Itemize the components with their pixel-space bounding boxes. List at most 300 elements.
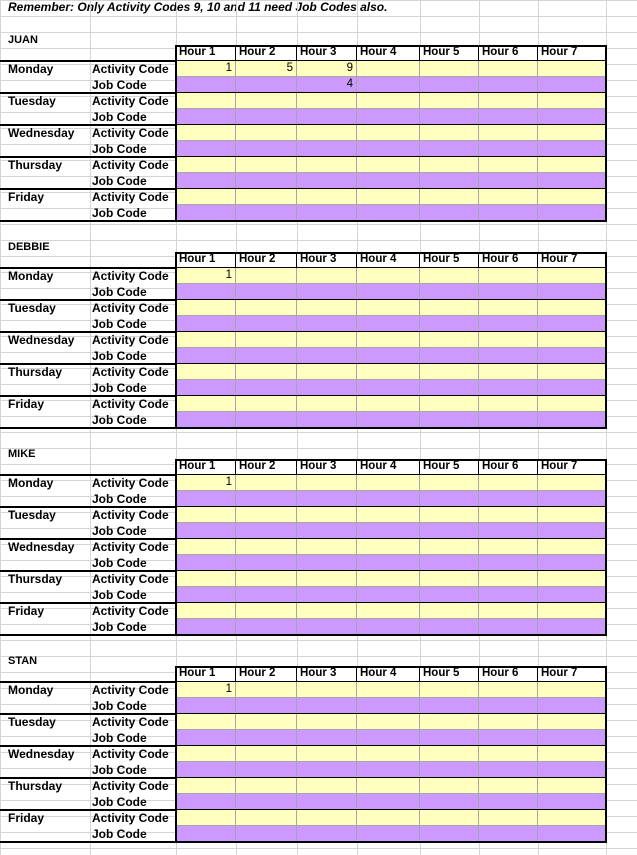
job-code-cell[interactable] <box>357 762 420 778</box>
hour-header[interactable]: Hour 3 <box>297 666 357 682</box>
activity-code-cell[interactable] <box>538 300 606 316</box>
hour-header[interactable]: Hour 1 <box>176 252 236 268</box>
activity-code-cell[interactable] <box>538 364 606 380</box>
job-code-cell[interactable] <box>236 555 297 571</box>
job-code-cell[interactable] <box>357 205 420 221</box>
job-code-cell[interactable] <box>357 619 420 635</box>
activity-code-cell[interactable] <box>420 603 479 619</box>
activity-code-cell[interactable] <box>420 189 479 205</box>
activity-code-cell[interactable] <box>297 189 357 205</box>
job-code-cell[interactable] <box>176 794 236 810</box>
activity-code-cell[interactable] <box>176 189 236 205</box>
job-code-cell[interactable] <box>176 555 236 571</box>
job-code-cell[interactable] <box>297 284 357 300</box>
activity-code-cell[interactable] <box>236 268 297 284</box>
hour-header[interactable]: Hour 7 <box>538 252 606 268</box>
job-code-cell[interactable] <box>479 316 538 332</box>
activity-code-cell[interactable] <box>357 507 420 523</box>
hour-header[interactable]: Hour 3 <box>297 45 357 61</box>
job-code-cell[interactable] <box>236 762 297 778</box>
job-code-cell[interactable] <box>538 141 606 157</box>
job-code-cell[interactable] <box>479 348 538 364</box>
job-code-cell[interactable] <box>479 77 538 93</box>
job-code-cell[interactable] <box>297 109 357 125</box>
hour-header[interactable]: Hour 6 <box>479 459 538 475</box>
job-code-cell[interactable] <box>420 380 479 396</box>
job-code-cell[interactable] <box>176 205 236 221</box>
job-code-cell[interactable] <box>420 730 479 746</box>
activity-code-cell[interactable] <box>479 539 538 555</box>
job-code-cell[interactable] <box>236 205 297 221</box>
job-code-cell[interactable] <box>538 205 606 221</box>
activity-code-cell[interactable] <box>176 157 236 173</box>
hour-header[interactable]: Hour 1 <box>176 666 236 682</box>
job-code-cell[interactable] <box>357 698 420 714</box>
activity-code-cell[interactable] <box>420 475 479 491</box>
activity-code-cell[interactable] <box>479 603 538 619</box>
job-code-cell[interactable] <box>420 77 479 93</box>
job-code-cell[interactable] <box>538 730 606 746</box>
job-code-cell[interactable] <box>479 730 538 746</box>
job-code-cell[interactable] <box>538 698 606 714</box>
job-code-cell[interactable] <box>479 412 538 428</box>
job-code-cell[interactable] <box>420 555 479 571</box>
activity-code-cell[interactable] <box>297 332 357 348</box>
activity-code-cell[interactable] <box>176 778 236 794</box>
job-code-cell[interactable] <box>479 173 538 189</box>
job-code-cell[interactable] <box>297 380 357 396</box>
activity-code-cell[interactable] <box>479 125 538 141</box>
activity-code-cell[interactable] <box>176 125 236 141</box>
job-code-cell[interactable] <box>479 205 538 221</box>
job-code-cell[interactable] <box>236 109 297 125</box>
hour-header[interactable]: Hour 2 <box>236 45 297 61</box>
activity-code-cell[interactable] <box>176 364 236 380</box>
activity-code-cell[interactable] <box>357 682 420 698</box>
job-code-cell[interactable] <box>297 794 357 810</box>
activity-code-cell[interactable] <box>479 364 538 380</box>
job-code-cell[interactable] <box>357 555 420 571</box>
activity-code-cell[interactable] <box>420 268 479 284</box>
activity-code-cell[interactable] <box>420 539 479 555</box>
activity-code-cell[interactable] <box>236 682 297 698</box>
activity-code-cell[interactable] <box>297 268 357 284</box>
activity-code-cell[interactable] <box>357 539 420 555</box>
job-code-cell[interactable] <box>236 794 297 810</box>
activity-code-cell[interactable] <box>297 810 357 826</box>
activity-code-cell[interactable] <box>176 396 236 412</box>
job-code-cell[interactable] <box>538 762 606 778</box>
hour-header[interactable]: Hour 1 <box>176 45 236 61</box>
job-code-cell[interactable] <box>479 491 538 507</box>
activity-code-cell[interactable] <box>538 746 606 762</box>
hour-header[interactable]: Hour 4 <box>357 45 420 61</box>
job-code-cell[interactable] <box>420 109 479 125</box>
activity-code-cell[interactable] <box>479 714 538 730</box>
hour-header[interactable]: Hour 4 <box>357 666 420 682</box>
job-code-cell[interactable] <box>538 523 606 539</box>
job-code-cell[interactable] <box>538 109 606 125</box>
job-code-cell[interactable] <box>297 587 357 603</box>
job-code-cell[interactable] <box>479 619 538 635</box>
activity-code-cell[interactable] <box>297 571 357 587</box>
activity-code-cell[interactable] <box>538 507 606 523</box>
activity-code-cell[interactable] <box>420 682 479 698</box>
job-code-cell[interactable] <box>176 284 236 300</box>
activity-code-cell[interactable] <box>479 682 538 698</box>
activity-code-cell[interactable] <box>297 93 357 109</box>
hour-header[interactable]: Hour 6 <box>479 45 538 61</box>
job-code-cell[interactable] <box>357 77 420 93</box>
activity-code-cell[interactable] <box>176 539 236 555</box>
job-code-cell[interactable] <box>420 491 479 507</box>
job-code-cell[interactable] <box>357 826 420 842</box>
activity-code-cell[interactable] <box>236 778 297 794</box>
activity-code-cell[interactable] <box>538 714 606 730</box>
hour-header[interactable]: Hour 2 <box>236 459 297 475</box>
job-code-cell[interactable] <box>357 523 420 539</box>
job-code-cell[interactable] <box>297 348 357 364</box>
activity-code-cell[interactable] <box>538 332 606 348</box>
activity-code-cell[interactable]: 1 <box>176 61 236 77</box>
activity-code-cell[interactable] <box>420 778 479 794</box>
activity-code-cell[interactable] <box>479 571 538 587</box>
job-code-cell[interactable] <box>297 141 357 157</box>
activity-code-cell[interactable] <box>420 125 479 141</box>
activity-code-cell[interactable] <box>479 746 538 762</box>
job-code-cell[interactable] <box>538 173 606 189</box>
job-code-cell[interactable] <box>357 587 420 603</box>
job-code-cell[interactable] <box>420 587 479 603</box>
activity-code-cell[interactable] <box>176 300 236 316</box>
hour-header[interactable]: Hour 6 <box>479 252 538 268</box>
job-code-cell[interactable] <box>236 173 297 189</box>
activity-code-cell[interactable] <box>538 475 606 491</box>
job-code-cell[interactable] <box>357 316 420 332</box>
activity-code-cell[interactable] <box>297 539 357 555</box>
hour-header[interactable]: Hour 3 <box>297 459 357 475</box>
activity-code-cell[interactable] <box>297 778 357 794</box>
job-code-cell[interactable] <box>420 348 479 364</box>
job-code-cell[interactable] <box>538 619 606 635</box>
activity-code-cell[interactable] <box>538 778 606 794</box>
activity-code-cell[interactable] <box>420 61 479 77</box>
activity-code-cell[interactable] <box>176 603 236 619</box>
job-code-cell[interactable] <box>357 109 420 125</box>
job-code-cell[interactable] <box>420 284 479 300</box>
activity-code-cell[interactable] <box>236 507 297 523</box>
activity-code-cell[interactable] <box>479 396 538 412</box>
activity-code-cell[interactable] <box>479 268 538 284</box>
activity-code-cell[interactable] <box>297 507 357 523</box>
job-code-cell[interactable] <box>479 794 538 810</box>
job-code-cell[interactable] <box>357 284 420 300</box>
activity-code-cell[interactable] <box>176 571 236 587</box>
activity-code-cell[interactable] <box>357 61 420 77</box>
activity-code-cell[interactable] <box>420 810 479 826</box>
job-code-cell[interactable] <box>420 698 479 714</box>
job-code-cell[interactable] <box>357 141 420 157</box>
activity-code-cell[interactable]: 1 <box>176 475 236 491</box>
job-code-cell[interactable] <box>538 555 606 571</box>
activity-code-cell[interactable] <box>297 300 357 316</box>
job-code-cell[interactable] <box>479 141 538 157</box>
job-code-cell[interactable] <box>297 762 357 778</box>
job-code-cell[interactable] <box>479 587 538 603</box>
activity-code-cell[interactable] <box>236 571 297 587</box>
job-code-cell[interactable] <box>420 141 479 157</box>
activity-code-cell[interactable] <box>538 93 606 109</box>
activity-code-cell[interactable] <box>538 189 606 205</box>
activity-code-cell[interactable] <box>357 778 420 794</box>
activity-code-cell[interactable] <box>236 396 297 412</box>
activity-code-cell[interactable] <box>357 475 420 491</box>
activity-code-cell[interactable] <box>538 539 606 555</box>
activity-code-cell[interactable] <box>236 332 297 348</box>
job-code-cell[interactable] <box>176 826 236 842</box>
job-code-cell[interactable] <box>176 348 236 364</box>
activity-code-cell[interactable] <box>357 603 420 619</box>
activity-code-cell[interactable] <box>420 93 479 109</box>
job-code-cell[interactable] <box>420 523 479 539</box>
activity-code-cell[interactable] <box>357 157 420 173</box>
activity-code-cell[interactable] <box>297 157 357 173</box>
job-code-cell[interactable] <box>297 316 357 332</box>
activity-code-cell[interactable] <box>176 810 236 826</box>
activity-code-cell[interactable] <box>297 475 357 491</box>
activity-code-cell[interactable] <box>176 746 236 762</box>
job-code-cell[interactable] <box>420 826 479 842</box>
activity-code-cell[interactable] <box>538 571 606 587</box>
job-code-cell[interactable] <box>236 380 297 396</box>
activity-code-cell[interactable] <box>176 332 236 348</box>
job-code-cell[interactable] <box>420 316 479 332</box>
activity-code-cell[interactable] <box>236 714 297 730</box>
activity-code-cell[interactable] <box>357 125 420 141</box>
hour-header[interactable]: Hour 5 <box>420 252 479 268</box>
job-code-cell[interactable] <box>357 380 420 396</box>
activity-code-cell[interactable] <box>236 746 297 762</box>
job-code-cell[interactable] <box>236 284 297 300</box>
job-code-cell[interactable] <box>538 794 606 810</box>
activity-code-cell[interactable] <box>420 714 479 730</box>
activity-code-cell[interactable] <box>236 189 297 205</box>
hour-header[interactable]: Hour 4 <box>357 459 420 475</box>
hour-header[interactable]: Hour 2 <box>236 666 297 682</box>
activity-code-cell[interactable] <box>479 778 538 794</box>
job-code-cell[interactable] <box>538 77 606 93</box>
hour-header[interactable]: Hour 4 <box>357 252 420 268</box>
job-code-cell[interactable] <box>420 762 479 778</box>
activity-code-cell[interactable] <box>236 810 297 826</box>
hour-header[interactable]: Hour 5 <box>420 666 479 682</box>
activity-code-cell[interactable]: 1 <box>176 682 236 698</box>
activity-code-cell[interactable] <box>420 332 479 348</box>
job-code-cell[interactable]: 4 <box>297 77 357 93</box>
activity-code-cell[interactable] <box>479 810 538 826</box>
job-code-cell[interactable] <box>236 523 297 539</box>
job-code-cell[interactable] <box>176 173 236 189</box>
activity-code-cell[interactable] <box>297 125 357 141</box>
job-code-cell[interactable] <box>297 826 357 842</box>
hour-header[interactable]: Hour 5 <box>420 459 479 475</box>
job-code-cell[interactable] <box>236 77 297 93</box>
job-code-cell[interactable] <box>297 619 357 635</box>
hour-header[interactable]: Hour 7 <box>538 45 606 61</box>
activity-code-cell[interactable] <box>479 93 538 109</box>
activity-code-cell[interactable] <box>479 332 538 348</box>
activity-code-cell[interactable] <box>538 603 606 619</box>
job-code-cell[interactable] <box>236 698 297 714</box>
job-code-cell[interactable] <box>479 109 538 125</box>
job-code-cell[interactable] <box>297 730 357 746</box>
activity-code-cell[interactable] <box>297 746 357 762</box>
job-code-cell[interactable] <box>297 491 357 507</box>
job-code-cell[interactable] <box>538 826 606 842</box>
job-code-cell[interactable] <box>420 205 479 221</box>
job-code-cell[interactable] <box>479 555 538 571</box>
job-code-cell[interactable] <box>479 380 538 396</box>
job-code-cell[interactable] <box>297 412 357 428</box>
activity-code-cell[interactable] <box>297 682 357 698</box>
activity-code-cell[interactable] <box>297 714 357 730</box>
activity-code-cell[interactable] <box>176 714 236 730</box>
activity-code-cell[interactable] <box>297 364 357 380</box>
activity-code-cell[interactable] <box>420 396 479 412</box>
activity-code-cell[interactable] <box>538 268 606 284</box>
hour-header[interactable]: Hour 2 <box>236 252 297 268</box>
job-code-cell[interactable] <box>236 316 297 332</box>
job-code-cell[interactable] <box>297 555 357 571</box>
job-code-cell[interactable] <box>236 587 297 603</box>
hour-header[interactable]: Hour 7 <box>538 459 606 475</box>
job-code-cell[interactable] <box>357 412 420 428</box>
activity-code-cell[interactable] <box>538 810 606 826</box>
activity-code-cell[interactable] <box>357 332 420 348</box>
activity-code-cell[interactable] <box>236 157 297 173</box>
job-code-cell[interactable] <box>420 173 479 189</box>
activity-code-cell[interactable] <box>357 364 420 380</box>
activity-code-cell[interactable] <box>236 300 297 316</box>
job-code-cell[interactable] <box>538 587 606 603</box>
activity-code-cell[interactable] <box>479 300 538 316</box>
activity-code-cell[interactable] <box>357 714 420 730</box>
job-code-cell[interactable] <box>297 523 357 539</box>
job-code-cell[interactable] <box>357 173 420 189</box>
activity-code-cell[interactable] <box>357 810 420 826</box>
activity-code-cell[interactable] <box>297 396 357 412</box>
job-code-cell[interactable] <box>176 698 236 714</box>
activity-code-cell[interactable] <box>236 93 297 109</box>
job-code-cell[interactable] <box>479 698 538 714</box>
hour-header[interactable]: Hour 7 <box>538 666 606 682</box>
activity-code-cell[interactable]: 1 <box>176 268 236 284</box>
activity-code-cell[interactable] <box>357 300 420 316</box>
job-code-cell[interactable] <box>357 491 420 507</box>
activity-code-cell[interactable] <box>538 682 606 698</box>
job-code-cell[interactable] <box>176 412 236 428</box>
activity-code-cell[interactable] <box>236 539 297 555</box>
hour-header[interactable]: Hour 1 <box>176 459 236 475</box>
job-code-cell[interactable] <box>236 619 297 635</box>
job-code-cell[interactable] <box>357 348 420 364</box>
job-code-cell[interactable] <box>176 523 236 539</box>
job-code-cell[interactable] <box>479 523 538 539</box>
job-code-cell[interactable] <box>538 316 606 332</box>
activity-code-cell[interactable] <box>357 93 420 109</box>
job-code-cell[interactable] <box>176 619 236 635</box>
job-code-cell[interactable] <box>538 380 606 396</box>
activity-code-cell[interactable]: 5 <box>236 61 297 77</box>
activity-code-cell[interactable] <box>479 507 538 523</box>
job-code-cell[interactable] <box>176 491 236 507</box>
activity-code-cell[interactable] <box>357 268 420 284</box>
activity-code-cell[interactable] <box>420 157 479 173</box>
activity-code-cell[interactable] <box>479 61 538 77</box>
activity-code-cell[interactable] <box>357 189 420 205</box>
job-code-cell[interactable] <box>357 730 420 746</box>
job-code-cell[interactable] <box>479 826 538 842</box>
job-code-cell[interactable] <box>236 412 297 428</box>
job-code-cell[interactable] <box>176 109 236 125</box>
activity-code-cell[interactable] <box>176 507 236 523</box>
activity-code-cell[interactable]: 9 <box>297 61 357 77</box>
activity-code-cell[interactable] <box>420 364 479 380</box>
job-code-cell[interactable] <box>176 587 236 603</box>
job-code-cell[interactable] <box>176 77 236 93</box>
job-code-cell[interactable] <box>538 284 606 300</box>
activity-code-cell[interactable] <box>176 93 236 109</box>
job-code-cell[interactable] <box>236 348 297 364</box>
job-code-cell[interactable] <box>236 141 297 157</box>
hour-header[interactable]: Hour 5 <box>420 45 479 61</box>
job-code-cell[interactable] <box>538 348 606 364</box>
job-code-cell[interactable] <box>297 205 357 221</box>
activity-code-cell[interactable] <box>297 603 357 619</box>
activity-code-cell[interactable] <box>357 571 420 587</box>
activity-code-cell[interactable] <box>479 189 538 205</box>
job-code-cell[interactable] <box>538 412 606 428</box>
activity-code-cell[interactable] <box>538 61 606 77</box>
job-code-cell[interactable] <box>420 794 479 810</box>
activity-code-cell[interactable] <box>236 125 297 141</box>
job-code-cell[interactable] <box>176 730 236 746</box>
job-code-cell[interactable] <box>176 380 236 396</box>
activity-code-cell[interactable] <box>357 396 420 412</box>
activity-code-cell[interactable] <box>479 157 538 173</box>
job-code-cell[interactable] <box>176 316 236 332</box>
activity-code-cell[interactable] <box>538 157 606 173</box>
activity-code-cell[interactable] <box>357 746 420 762</box>
job-code-cell[interactable] <box>297 173 357 189</box>
job-code-cell[interactable] <box>176 762 236 778</box>
job-code-cell[interactable] <box>236 730 297 746</box>
job-code-cell[interactable] <box>236 491 297 507</box>
activity-code-cell[interactable] <box>236 603 297 619</box>
activity-code-cell[interactable] <box>420 507 479 523</box>
job-code-cell[interactable] <box>176 141 236 157</box>
activity-code-cell[interactable] <box>420 571 479 587</box>
hour-header[interactable]: Hour 6 <box>479 666 538 682</box>
job-code-cell[interactable] <box>297 698 357 714</box>
job-code-cell[interactable] <box>420 619 479 635</box>
job-code-cell[interactable] <box>538 491 606 507</box>
activity-code-cell[interactable] <box>420 300 479 316</box>
job-code-cell[interactable] <box>420 412 479 428</box>
activity-code-cell[interactable] <box>479 475 538 491</box>
job-code-cell[interactable] <box>357 794 420 810</box>
activity-code-cell[interactable] <box>236 475 297 491</box>
